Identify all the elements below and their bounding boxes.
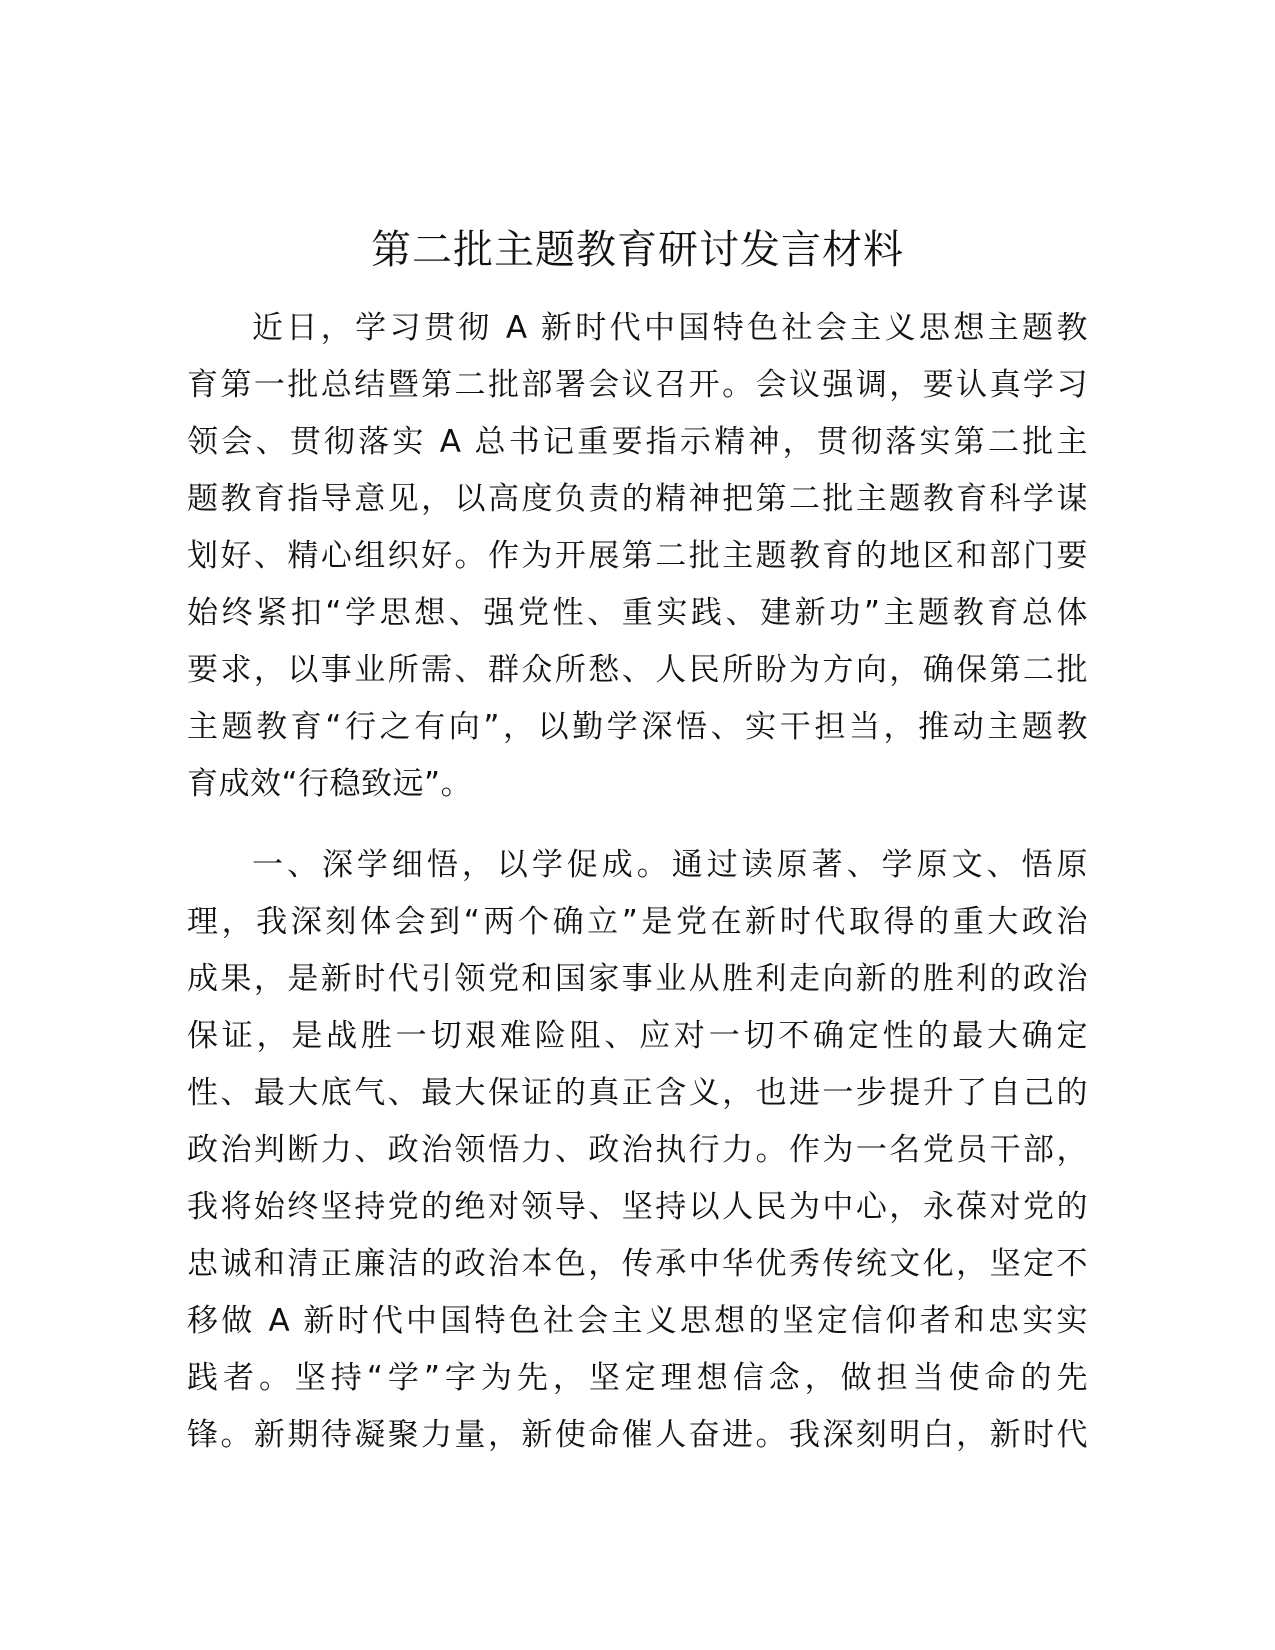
paragraph-line: 性、最大底气、最大保证的真正含义，也进一步提升了自己的 <box>187 1075 1088 1111</box>
paragraph-line: 移做 A 新时代中国特色社会主义思想的坚定信仰者和忠实实 <box>187 1303 1088 1339</box>
paragraph-line: 锋。新期待凝聚力量，新使命催人奋进。我深刻明白，新时代 <box>187 1417 1088 1453</box>
paragraph-line: 理，我深刻体会到“两个确立”是党在新时代取得的重大政治 <box>187 904 1088 940</box>
paragraph-line: 划好、精心组织好。作为开展第二批主题教育的地区和部门要 <box>187 538 1088 574</box>
paragraph-line: 要求，以事业所需、群众所愁、人民所盼为方向，确保第二批 <box>187 652 1088 688</box>
paragraph-line: 保证，是战胜一切艰难险阻、应对一切不确定性的最大确定 <box>187 1018 1088 1054</box>
paragraph-line: 政治判断力、政治领悟力、政治执行力。作为一名党员干部， <box>187 1132 1088 1168</box>
paragraph-line: 忠诚和清正廉洁的政治本色，传承中华优秀传统文化，坚定不 <box>187 1246 1088 1282</box>
paragraph-line: 始终紧扣“学思想、强党性、重实践、建新功”主题教育总体 <box>187 595 1088 631</box>
paragraph-line: 成果，是新时代引领党和国家事业从胜利走向新的胜利的政治 <box>187 961 1088 997</box>
paragraph-line: 践者。坚持“学”字为先，坚定理想信念，做担当使命的先 <box>187 1360 1088 1396</box>
paragraph-line: 领会、贯彻落实 A 总书记重要指示精神，贯彻落实第二批主 <box>187 424 1088 460</box>
paragraph-line: 我将始终坚持党的绝对领导、坚持以人民为中心，永葆对党的 <box>187 1189 1088 1225</box>
paragraph-line: 育第一批总结暨第二批部署会议召开。会议强调，要认真学习 <box>187 367 1088 403</box>
document-title: 第二批主题教育研讨发言材料 <box>371 227 904 273</box>
paragraph-line: 一、深学细悟，以学促成。通过读原著、学原文、悟原 <box>252 847 1088 883</box>
paragraph-line: 育成效“行稳致远”。 <box>187 766 473 802</box>
paragraph-2 <box>187 837 1088 1464</box>
paragraph-line: 近日，学习贯彻 A 新时代中国特色社会主义思想主题教 <box>252 310 1088 346</box>
paragraph-1 <box>187 300 1088 813</box>
paragraph-line: 题教育指导意见，以高度负责的精神把第二批主题教育科学谋 <box>187 481 1088 517</box>
paragraph-line: 主题教育“行之有向”，以勤学深悟、实干担当，推动主题教 <box>187 709 1088 745</box>
